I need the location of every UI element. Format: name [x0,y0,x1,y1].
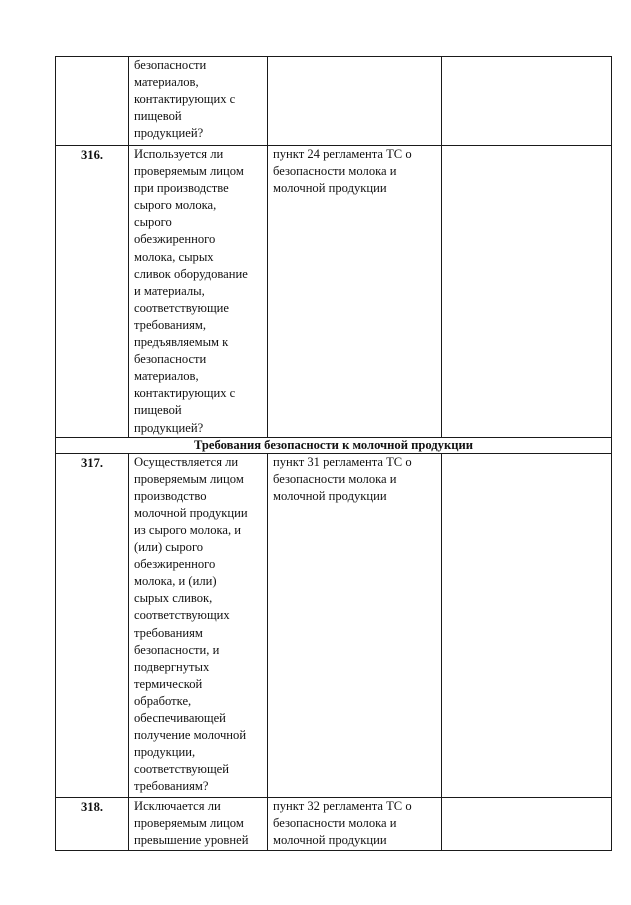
question-line: сливок оборудование [134,266,248,281]
row-number: 317. [56,453,129,797]
table-row [56,57,612,146]
question-line: контактирующих с [134,92,236,107]
question-line: требованиям [134,625,203,640]
table-row [56,453,612,797]
reference-cell [268,453,442,797]
reference-cell [268,146,442,438]
question-line: и материалы, [134,283,205,298]
question-line: продукции, [134,745,196,760]
question-cell [129,146,268,438]
question-line: соответствующих [134,608,230,623]
table-row [56,146,612,438]
answer-cell [442,146,612,438]
question-line: сырых сливок, [134,591,213,606]
row-number: 316. [56,146,129,438]
question-line: материалов, [134,369,199,384]
question-line: молочной продукции [134,505,248,520]
question-line: производство [134,488,207,503]
question-line: обработке, [134,693,192,708]
question-line: из сырого молока, и [134,522,242,537]
question-line: Исключается ли [134,798,221,813]
row-number: 318. [56,797,129,850]
answer-cell [442,453,612,797]
section-title: Требования безопасности к молочной продукции [56,437,612,453]
reference-line: молочной продукции [273,181,387,196]
question-line: сырого [134,215,172,230]
reference-cell [268,57,442,146]
reference-line: пункт 24 регламента ТС о [273,147,412,161]
question-cell [129,57,268,146]
checklist-page [55,56,611,851]
reference-line: пункт 32 регламента ТС о [273,798,412,813]
question-line: безопасности [134,58,207,72]
question-line: термической [134,676,203,691]
question-line: требованиям? [134,779,209,794]
reference-line: безопасности молока и [273,471,397,486]
question-line: продукцией? [134,126,204,141]
question-line: молока, сырых [134,249,214,264]
question-line: подвергнутых [134,659,210,674]
reference-line: молочной продукции [273,832,387,847]
question-line: обеспечивающей [134,711,226,725]
question-cell [129,797,268,850]
question-line: пищевой [134,109,182,124]
question-cell [129,453,268,797]
reference-cell [268,797,442,850]
question-line: соответствующей [134,762,229,777]
question-line: проверяемым лицом [134,471,244,486]
question-line: Используется ли [134,147,224,161]
question-line: предъявляемым к [134,335,229,350]
question-line: пищевой [134,403,182,418]
question-line: обезжиренного [134,557,216,572]
question-line: контактирующих с [134,386,236,401]
question-line: при производстве [134,181,229,196]
question-line: получение молочной [134,728,247,743]
row-number [56,57,129,146]
question-line: молока, и (или) [134,574,217,589]
question-line: превышение уровней [134,832,249,847]
question-line: сырого молока, [134,198,217,213]
question-line: материалов, [134,75,199,90]
section-header-row [56,437,612,453]
question-line: проверяемым лицом [134,815,244,830]
checklist-table [55,56,612,851]
question-line: требованиям, [134,317,207,332]
answer-cell [442,57,612,146]
reference-line: безопасности молока и [273,164,397,179]
reference-line: безопасности молока и [273,815,397,830]
reference-line: молочной продукции [273,488,387,503]
question-line: (или) сырого [134,540,204,555]
question-line: Осуществляется ли [134,454,239,469]
question-line: обезжиренного [134,232,216,247]
table-row [56,797,612,850]
question-line: безопасности [134,352,207,367]
question-line: проверяемым лицом [134,164,244,179]
question-line: соответствующие [134,300,229,315]
question-line: продукцией? [134,420,204,435]
answer-cell [442,797,612,850]
reference-line: пункт 31 регламента ТС о [273,454,412,469]
question-line: безопасности, и [134,642,220,657]
